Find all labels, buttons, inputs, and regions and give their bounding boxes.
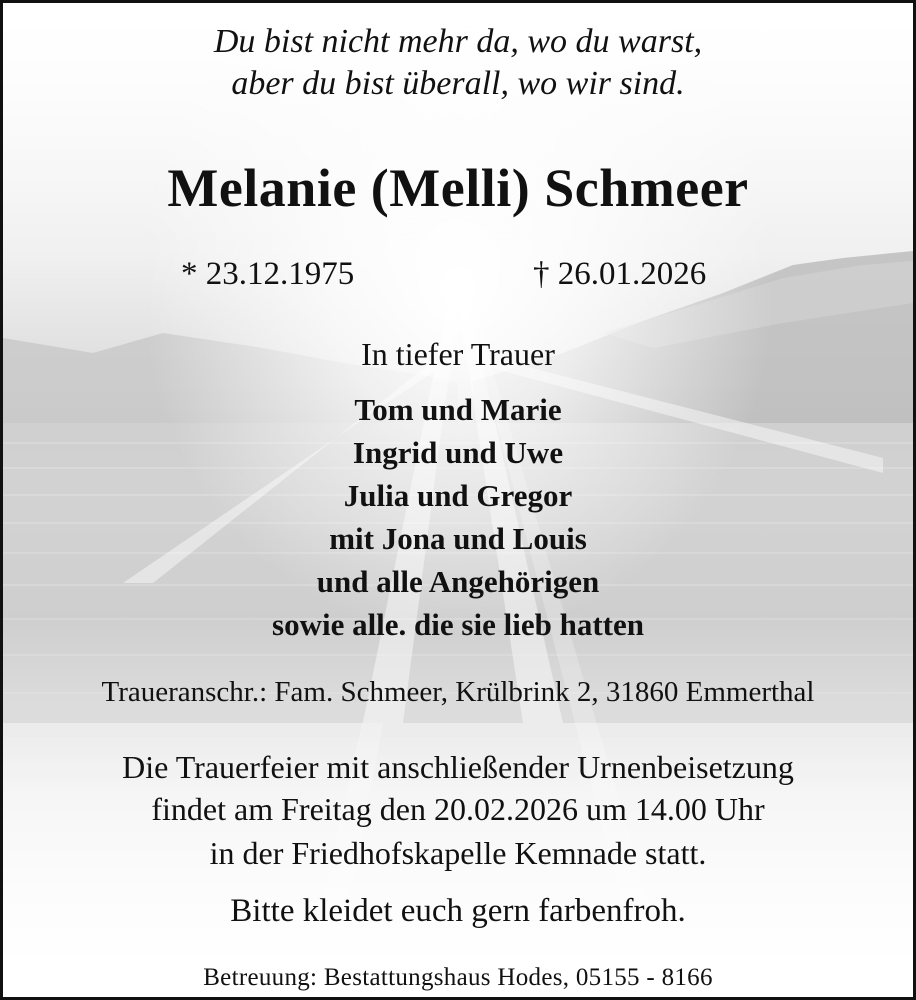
birth-date: * 23.12.1975 [181, 256, 355, 292]
quote-line-2: aber du bist überall, wo wir sind. [231, 65, 685, 102]
mourning-address: Traueranschr.: Fam. Schmeer, Krülbrink 2, 31860 Emmerthal [101, 676, 815, 708]
mourner-line: und alle Angehörigen [316, 564, 600, 599]
death-date: † 26.01.2026 [533, 256, 707, 292]
mourner-line: Julia und Gregor [343, 478, 573, 513]
service-line-2: findet am Freitag den 20.02.2026 um 14.00 Uhr [151, 791, 765, 827]
mourner-line: mit Jona und Louis [329, 521, 587, 556]
mourner-line: Tom und Marie [354, 392, 562, 427]
funeral-home-credit: Betreuung: Bestattungshaus Hodes, 05155 - 8166 [203, 964, 713, 991]
mourning-heading: In tiefer Trauer [361, 336, 555, 372]
mourner-line: sowie alle. die sie lieb hatten [272, 607, 644, 642]
mourner-line: Ingrid und Uwe [352, 435, 564, 470]
deceased-name: Melanie (Melli) Schmeer [167, 158, 749, 218]
notice-content [3, 3, 913, 997]
dress-request: Bitte kleidet euch gern farbenfroh. [230, 893, 686, 929]
quote-line-1: Du bist nicht mehr da, wo du warst, [213, 23, 703, 60]
service-line-1: Die Trauerfeier mit anschließender Urnenbeisetzung [122, 749, 794, 785]
service-line-3: in der Friedhofskapelle Kemnade statt. [209, 835, 707, 871]
